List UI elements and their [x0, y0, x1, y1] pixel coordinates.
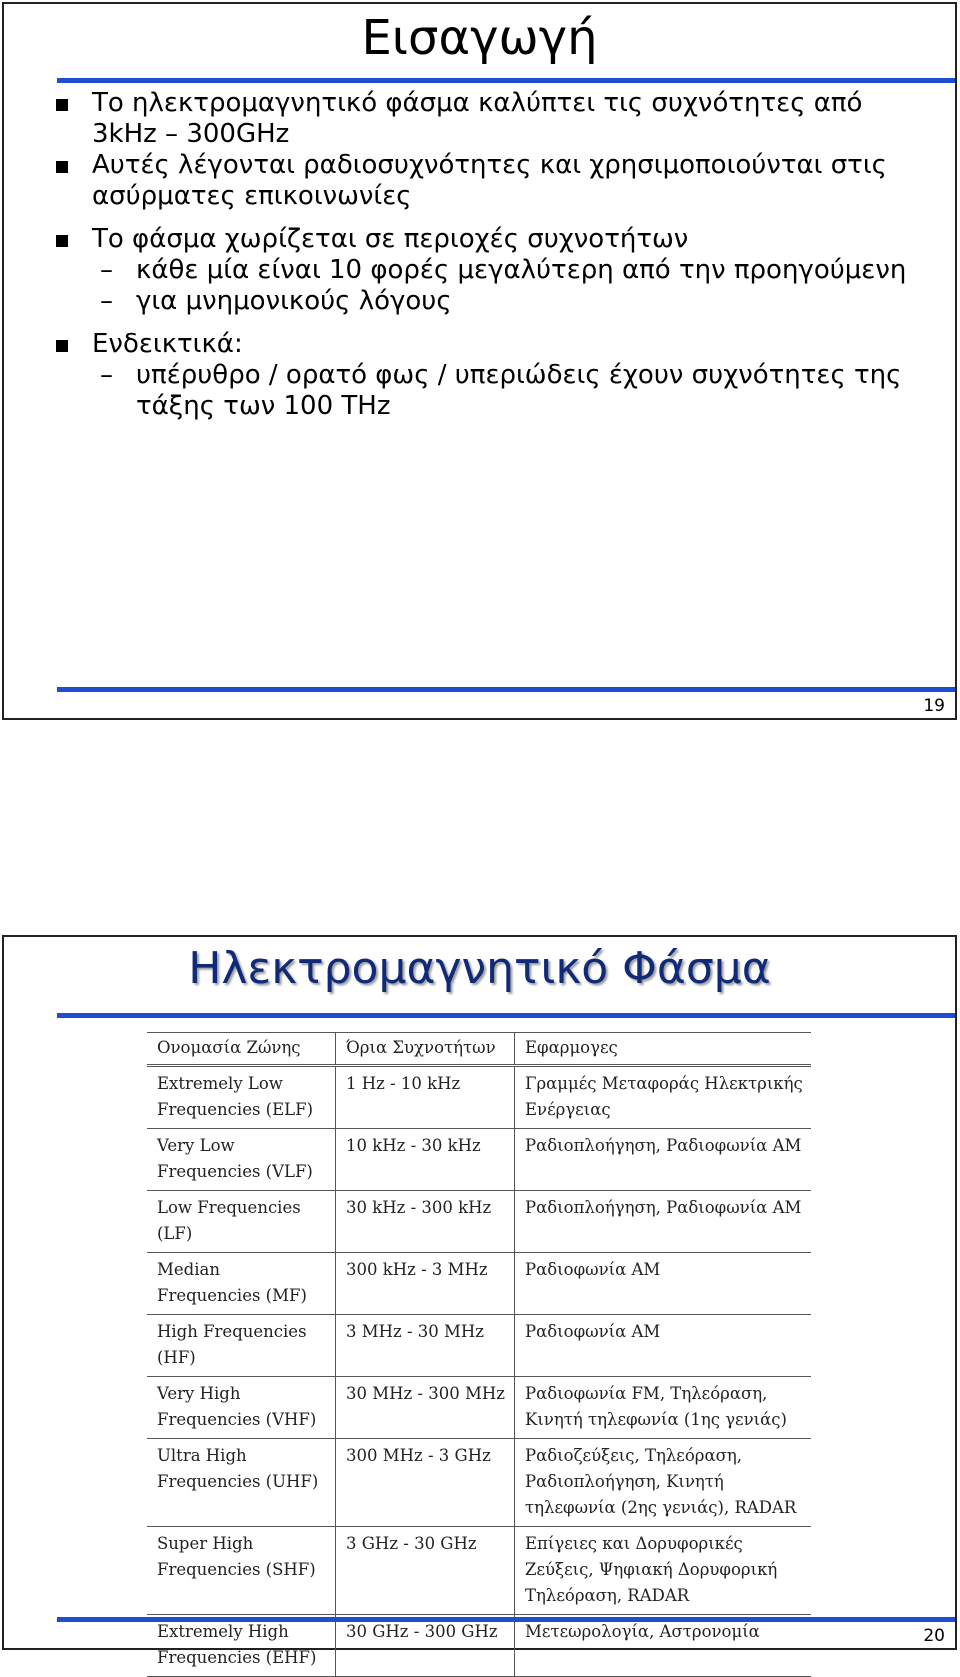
square-bullet-icon: [56, 161, 68, 173]
frequency-range-cell: 3 MHz - 30 MHz: [336, 1315, 515, 1377]
column-header: Ονομασία Ζώνης: [147, 1033, 336, 1066]
sub-bullet-item: [56, 360, 916, 422]
title-underline-bar: [57, 78, 955, 83]
applications-cell: Μετεωρολογία, Αστρονομία: [525, 1622, 760, 1641]
table-row: [147, 1129, 811, 1191]
dash-bullet: –: [100, 286, 113, 316]
bullet-text: Ενδεικτικά:: [92, 329, 243, 359]
table-header-row: [147, 1033, 811, 1066]
bullet-item: [56, 224, 916, 255]
sub-bullet-text: κάθε μία είναι 10 φορές μεγαλύτερη από την προηγούμενη: [136, 255, 907, 285]
table-row: [147, 1066, 811, 1129]
band-name-cell: Super High Frequencies (SHF): [147, 1527, 336, 1615]
sub-bullet-text: για μνημονικούς λόγους: [136, 286, 452, 316]
slide-title: Εισαγωγή: [361, 10, 598, 66]
footer-bar: [57, 1617, 955, 1622]
sub-bullet-item: [56, 286, 916, 317]
table-row: [147, 1253, 811, 1315]
slide-introduction: [2, 2, 957, 720]
table-row: [147, 1615, 811, 1677]
frequency-range-cell: 300 kHz - 3 MHz: [336, 1253, 515, 1315]
frequency-range-cell: 30 kHz - 300 kHz: [336, 1191, 515, 1253]
dash-bullet: –: [100, 255, 113, 285]
page-number: 20: [923, 1626, 945, 1646]
band-name-cell: Median Frequencies (MF): [147, 1253, 336, 1315]
slide-title: Ηλεκτρομαγνητικό Φάσμα: [188, 943, 771, 994]
applications-cell: Ραδιοφωνία FM, Τηλεόραση, Κινητή τηλεφωνία (1ης γενιάς): [525, 1384, 787, 1429]
applications-cell: Επίγειες και Δορυφορικές Ζεύξεις, Ψηφιακή Δορυφορική Τηλεόραση, RADAR: [525, 1534, 778, 1605]
table-row: [147, 1191, 811, 1253]
frequency-table-container: [147, 1032, 811, 1677]
frequency-bands-table: [147, 1032, 811, 1677]
frequency-range-cell: 1 Hz - 10 kHz: [336, 1066, 515, 1129]
frequency-range-cell: 3 GHz - 30 GHz: [336, 1527, 515, 1615]
bullet-item: [56, 88, 916, 150]
square-bullet-icon: [56, 99, 68, 111]
band-name-cell: Extremely High Frequencies (EHF): [147, 1615, 336, 1677]
bullet-text: Το φάσμα χωρίζεται σε περιοχές συχνοτήτων: [92, 224, 689, 254]
applications-cell: Γραμμές Μεταφοράς Ηλεκτρικής Ενέργειας: [525, 1074, 803, 1119]
applications-cell: Ραδιοφωνία AM: [525, 1260, 661, 1279]
table-row: [147, 1527, 811, 1615]
bullet-list: [56, 88, 916, 422]
band-name-cell: Extremely Low Frequencies (ELF): [147, 1066, 336, 1129]
frequency-range-cell: 10 kHz - 30 kHz: [336, 1129, 515, 1191]
bullet-text: Το ηλεκτρομαγνητικό φάσμα καλύπτει τις συχνότητες από 3kHz – 300GHz: [92, 88, 863, 149]
slide-em-spectrum: [2, 935, 957, 1667]
frequency-range-cell: 30 GHz - 300 GHz: [336, 1615, 515, 1677]
dash-bullet: –: [100, 360, 113, 390]
band-name-cell: Very High Frequencies (VHF): [147, 1377, 336, 1439]
band-name-cell: Very Low Frequencies (VLF): [147, 1129, 336, 1191]
bullet-text: Αυτές λέγονται ραδιοσυχνότητες και χρησιμοποιούνται στις ασύρματες επικοινωνίες: [92, 150, 887, 211]
square-bullet-icon: [56, 340, 68, 352]
table-row: [147, 1439, 811, 1527]
band-name-cell: High Frequencies (HF): [147, 1315, 336, 1377]
bullet-item: [56, 150, 916, 212]
page-number: 19: [923, 696, 945, 716]
applications-cell: Ραδιοπλοήγηση, Ραδιοφωνία AM: [525, 1136, 802, 1155]
sub-bullet-item: [56, 255, 916, 286]
bullet-item: [56, 329, 916, 360]
title-underline-bar: [57, 1013, 955, 1018]
square-bullet-icon: [56, 235, 68, 247]
spacer: [56, 317, 916, 329]
applications-cell: Ραδιοζεύξεις, Τηλεόραση, Ραδιοπλοήγηση, Κινητή τηλεφωνία (2ης γενιάς), RADAR: [525, 1446, 797, 1517]
applications-cell: Ραδιοφωνία AM: [525, 1322, 661, 1341]
frequency-range-cell: 300 MHz - 3 GHz: [336, 1439, 515, 1527]
sub-bullet-text: υπέρυθρο / ορατό φως / υπεριώδεις έχουν συχνότητες της τάξης των 100 THz: [136, 360, 902, 421]
spacer: [56, 212, 916, 224]
table-row: [147, 1315, 811, 1377]
footer-bar: [57, 687, 955, 692]
frequency-range-cell: 30 MHz - 300 MHz: [336, 1377, 515, 1439]
applications-cell: Ραδιοπλοήγηση, Ραδιοφωνία AM: [525, 1198, 802, 1217]
column-header: Όρια Συχνοτήτων: [336, 1033, 515, 1066]
column-header: Εφαρμογες: [525, 1038, 618, 1057]
table-row: [147, 1377, 811, 1439]
band-name-cell: Ultra High Frequencies (UHF): [147, 1439, 336, 1527]
band-name-cell: Low Frequencies (LF): [147, 1191, 336, 1253]
